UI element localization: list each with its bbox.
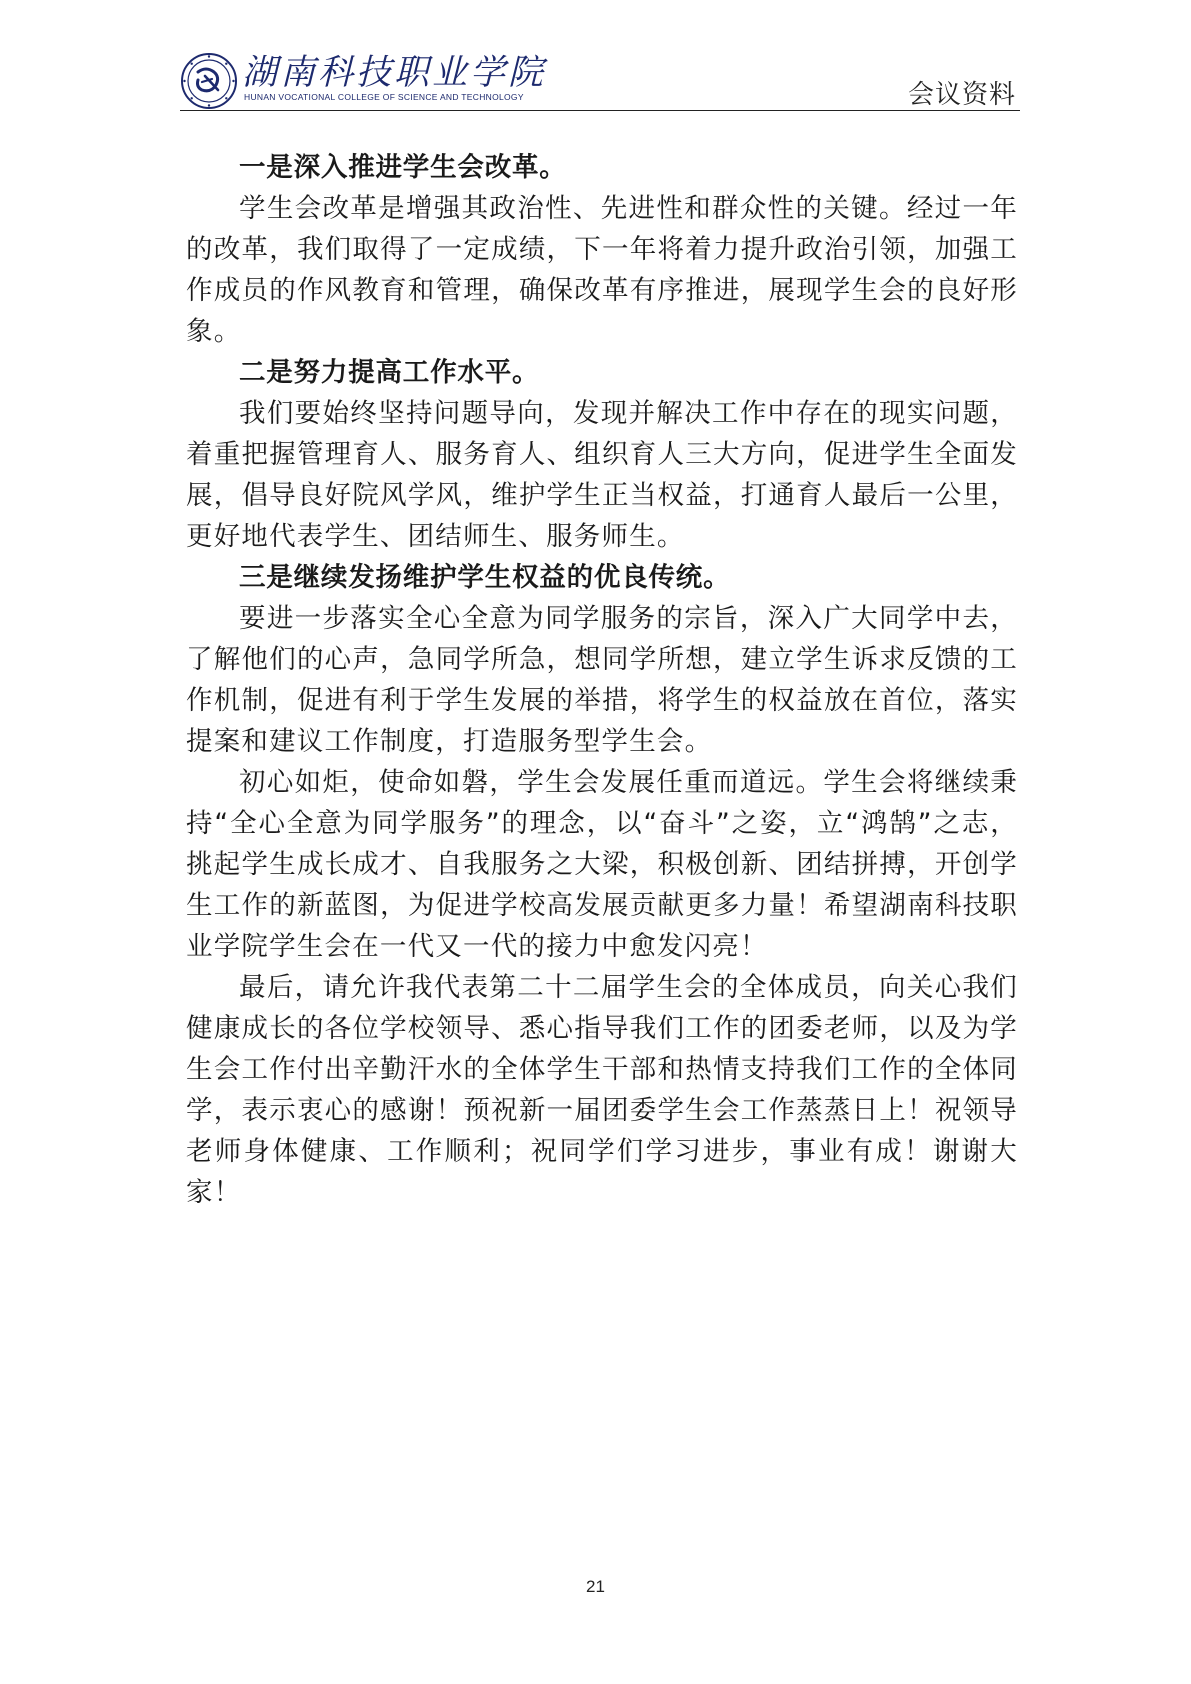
header-divider <box>180 110 1020 111</box>
paragraph: 要进一步落实全心全意为同学服务的宗旨，深入广大同学中去，了解他们的心声，急同学所急，想同学所想，建立学生诉求反馈的工作机制，促进有利于学生发展的举措，将学生的权益放在首位，落实提案和建议工作制度，打造服务型学生会。 <box>186 603 1018 757</box>
section-heading-1: 一是深入推进学生会改革。 <box>239 152 567 183</box>
document-label: 会议资料 <box>907 80 1016 110</box>
paragraph: 学生会改革是增强其政治性、先进性和群众性的关键。经过一年的改革，我们取得了一定成绩，下一年将着力提升政治引领，加强工作成员的作风教育和管理，确保改革有序推进，展现学生会的良好形象。 <box>186 193 1018 347</box>
document-body <box>186 147 1018 1213</box>
school-emblem-icon <box>180 52 238 110</box>
school-name: 湖南科技职业学院 <box>242 53 547 93</box>
paragraph: 初心如炬，使命如磐，学生会发展任重而道远。学生会将继续秉持“全心全意为同学服务”的理念，以“奋斗”之姿，立“鸿鹄”之志，挑起学生成长成才、自我服务之大梁，积极创新、团结拼搏，开创学生工作的新蓝图，为促进学校高发展贡献更多力量！希望湖南科技职业学院学生会在一代又一代的接力中愈发闪亮！ <box>186 767 1018 962</box>
page-number: 21 <box>586 1577 605 1596</box>
page-header <box>180 44 1018 112</box>
section-heading-2: 二是努力提高工作水平。 <box>239 357 540 388</box>
paragraph: 我们要始终坚持问题导向，发现并解决工作中存在的现实问题，着重把握管理育人、服务育人、组织育人三大方向，促进学生全面发展，倡导良好院风学风，维护学生正当权益，打通育人最后一公里，更好地代表学生、团结师生、服务师生。 <box>186 398 1018 552</box>
school-name-english: HUNAN VOCATIONAL COLLEGE OF SCIENCE AND TECHNOLOGY <box>244 92 524 102</box>
paragraph: 最后，请允许我代表第二十二届学生会的全体成员，向关心我们健康成长的各位学校领导、悉心指导我们工作的团委老师，以及为学生会工作付出辛勤汗水的全体学生干部和热情支持我们工作的全体同学，表示衷心的感谢！预祝新一届团委学生会工作蒸蒸日上！祝领导老师身体健康、工作顺利；祝同学们学习进步，事业有成！谢谢大家！ <box>186 972 1018 1208</box>
section-heading-3: 三是继续发扬维护学生权益的优良传统。 <box>239 562 731 593</box>
